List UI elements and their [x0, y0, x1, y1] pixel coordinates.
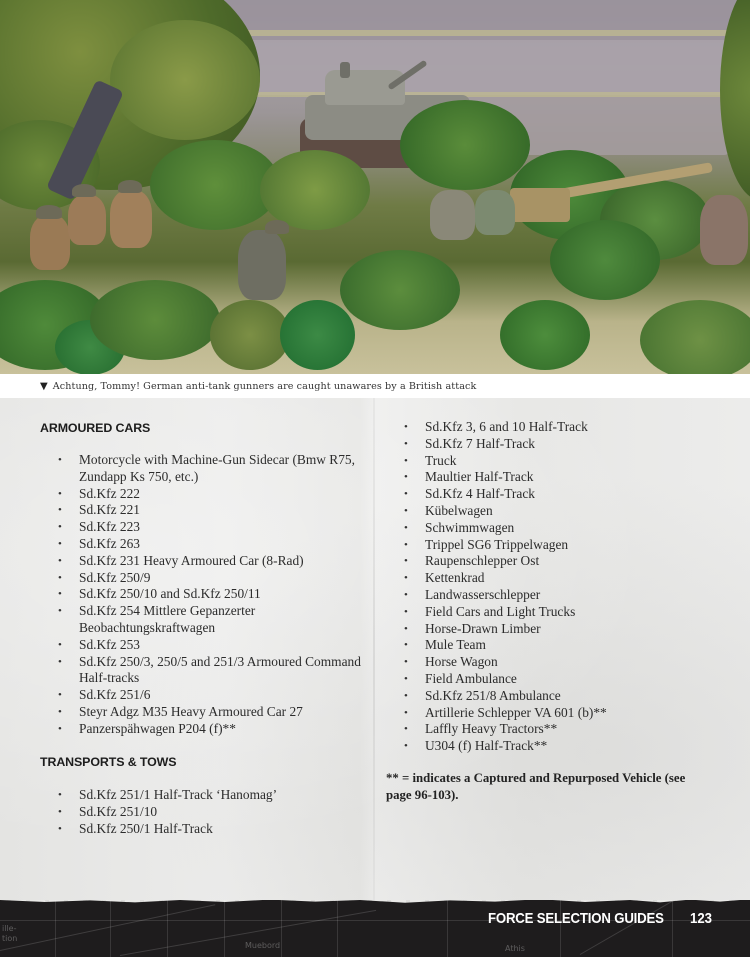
list-item: • Kübelwagen [404, 502, 493, 518]
list-item: • Sd.Kfz 251/8 Ambulance [404, 687, 561, 703]
shrub [400, 100, 530, 190]
list-item: • Truck [404, 452, 457, 468]
bullet-icon: • [58, 537, 62, 550]
map-label: Athis [505, 944, 525, 953]
bullet-icon: • [58, 504, 62, 517]
list-item: • Maultier Half-Track [404, 469, 534, 485]
bullet-icon: • [58, 638, 62, 651]
bullet-icon: • [404, 572, 408, 585]
bullet-icon: • [58, 705, 62, 718]
list-item: • Sd.Kfz 251/1 Half-Track ‘Hanomag’ [58, 787, 278, 802]
bullet-icon: • [58, 805, 62, 818]
map-label: Muebord [245, 941, 281, 950]
list-item-continuation: Half-tracks [79, 670, 140, 686]
note-line-2: page 96-103). [386, 788, 459, 802]
caption-text: Achtung, Tommy! German anti-tank gunners are caught unawares by a British attack [52, 380, 477, 392]
page-body [0, 398, 750, 903]
soldier-figure [475, 190, 515, 235]
bullet-icon: • [58, 487, 62, 500]
soldier-figure [68, 195, 106, 245]
helmet [36, 205, 62, 219]
map-gridline [672, 900, 673, 957]
map-gridline [447, 900, 448, 957]
shrub [280, 300, 355, 370]
list-item-continuation: Beobachtungskraftwagen [79, 619, 216, 635]
bullet-icon: • [404, 504, 408, 517]
list-item: • Trippel SG6 Trippelwagen [404, 536, 569, 552]
list-item: • Sd.Kfz 221 [58, 502, 140, 518]
bullet-icon: • [404, 639, 408, 652]
bullet-icon: • [58, 822, 62, 835]
bullet-icon: • [404, 672, 408, 685]
tank-hatch [340, 62, 350, 78]
bullet-icon: • [404, 437, 408, 450]
rock-ledge [230, 40, 750, 95]
moss-strip [230, 30, 750, 36]
helmet [72, 184, 96, 197]
shrub [90, 280, 220, 360]
heading-transports-tows: TRANSPORTS & TOWS [40, 755, 177, 769]
list-item: • Sd.Kfz 3, 6 and 10 Half-Track [404, 419, 588, 434]
list-item: • Sd.Kfz 254 Mittlere Gepanzerter [58, 603, 256, 619]
bullet-icon: • [58, 689, 62, 702]
list-item: • Sd.Kfz 222 [58, 485, 140, 501]
soldier-figure [30, 215, 70, 270]
bullet-icon: • [404, 689, 408, 702]
shrub [340, 250, 460, 330]
shrub [260, 150, 370, 230]
list-item: • Field Cars and Light Trucks [404, 603, 576, 619]
diorama-photo [0, 0, 750, 374]
page-footer [0, 900, 750, 957]
bullet-icon: • [58, 454, 62, 466]
bullet-icon: • [58, 554, 62, 567]
map-gridline [560, 900, 561, 957]
bullet-icon: • [404, 538, 408, 551]
transports-list-right [386, 419, 731, 755]
bullet-icon: • [404, 488, 408, 501]
list-item: • Sd.Kfz 253 [58, 636, 140, 652]
list-item: • Sd.Kfz 7 Half-Track [404, 435, 535, 451]
map-label: tion [2, 934, 18, 943]
anti-tank-gun-shield [510, 188, 570, 222]
shrub [550, 220, 660, 300]
caption-marker-icon: ▼ [40, 380, 48, 392]
list-item: • Sd.Kfz 250/1 Half-Track [58, 820, 213, 836]
list-item: • Sd.Kfz 223 [58, 519, 140, 535]
list-item: • Artillerie Schlepper VA 601 (b)** [404, 704, 607, 720]
list-item: • Landwasserschlepper [404, 586, 541, 602]
bullet-icon: • [404, 588, 408, 601]
soldier-figure [238, 230, 286, 300]
list-item: • Motorcycle with Machine-Gun Sidecar (Bmw R75, [58, 452, 355, 467]
armoured-cars-list [40, 452, 380, 738]
bullet-icon: • [58, 722, 62, 735]
bullet-icon: • [404, 706, 408, 719]
list-item: • Raupenschlepper Ost [404, 553, 540, 569]
bullet-icon: • [58, 655, 62, 668]
list-item: • Sd.Kfz 4 Half-Track [404, 486, 535, 502]
list-item: • Kettenkrad [404, 570, 485, 586]
list-item: • Sd.Kfz 231 Heavy Armoured Car (8-Rad) [58, 552, 304, 568]
torn-paper-edge [0, 900, 750, 904]
list-item: • Horse-Drawn Limber [404, 620, 541, 636]
list-item: • Steyr Adgz M35 Heavy Armoured Car 27 [58, 703, 303, 719]
list-item: • Sd.Kfz 251/6 [58, 687, 151, 703]
footer-section-name: FORCE SELECTION GUIDES [488, 910, 664, 927]
tree-canopy [110, 20, 260, 140]
bullet-icon: • [404, 521, 408, 534]
list-item: • Laffly Heavy Tractors** [404, 721, 558, 737]
list-item: • Sd.Kfz 250/10 and Sd.Kfz 250/11 [58, 586, 261, 602]
bullet-icon: • [58, 605, 62, 618]
bullet-icon: • [404, 605, 408, 618]
list-item: • Sd.Kfz 263 [58, 535, 140, 551]
bullet-icon: • [58, 588, 62, 601]
list-item: • Panzerspähwagen P204 (f)** [58, 720, 236, 736]
map-gridline [281, 900, 282, 957]
bullet-icon: • [404, 471, 408, 484]
bullet-icon: • [404, 656, 408, 669]
page-number: 123 [689, 910, 712, 927]
soldier-figure [110, 190, 152, 248]
map-gridline [55, 900, 56, 957]
list-item: • Mule Team [404, 637, 486, 653]
soldier-figure [430, 190, 475, 240]
soldier-figure [700, 195, 748, 265]
list-item: • Field Ambulance [404, 670, 517, 686]
captured-vehicle-note [386, 770, 721, 804]
bullet-icon: • [404, 454, 408, 467]
bullet-icon: • [404, 421, 408, 433]
shrub [500, 300, 590, 370]
map-gridline [337, 900, 338, 957]
bullet-icon: • [404, 740, 408, 753]
map-gridline [110, 900, 111, 957]
shrub [210, 300, 290, 370]
list-item: • Sd.Kfz 251/10 [58, 803, 158, 819]
list-item: • U304 (f) Half-Track** [404, 738, 548, 754]
map-gridline [224, 900, 225, 957]
map-gridline [167, 900, 168, 957]
bullet-icon: • [404, 723, 408, 736]
bullet-icon: • [404, 555, 408, 568]
bullet-icon: • [58, 571, 62, 584]
map-contour [580, 900, 684, 955]
list-item: • Schwimmwagen [404, 519, 515, 535]
bullet-icon: • [404, 622, 408, 635]
list-item: • Horse Wagon [404, 654, 498, 670]
heading-armoured-cars: ARMOURED CARS [40, 421, 151, 435]
bullet-icon: • [58, 521, 62, 534]
shrub [640, 300, 750, 374]
helmet [265, 220, 289, 234]
list-item-continuation: Zundapp Ks 750, etc.) [79, 468, 199, 484]
list-item: • Sd.Kfz 250/3, 250/5 and 251/3 Armoured Command [58, 653, 361, 669]
bullet-icon: • [58, 789, 62, 801]
helmet [118, 180, 142, 193]
photo-caption [0, 374, 750, 398]
list-item: • Sd.Kfz 250/9 [58, 569, 151, 585]
transports-list-left [40, 787, 380, 837]
note-line-1: ** = indicates a Captured and Repurposed Vehicle (see [386, 771, 686, 785]
map-label: ille- [2, 924, 17, 933]
